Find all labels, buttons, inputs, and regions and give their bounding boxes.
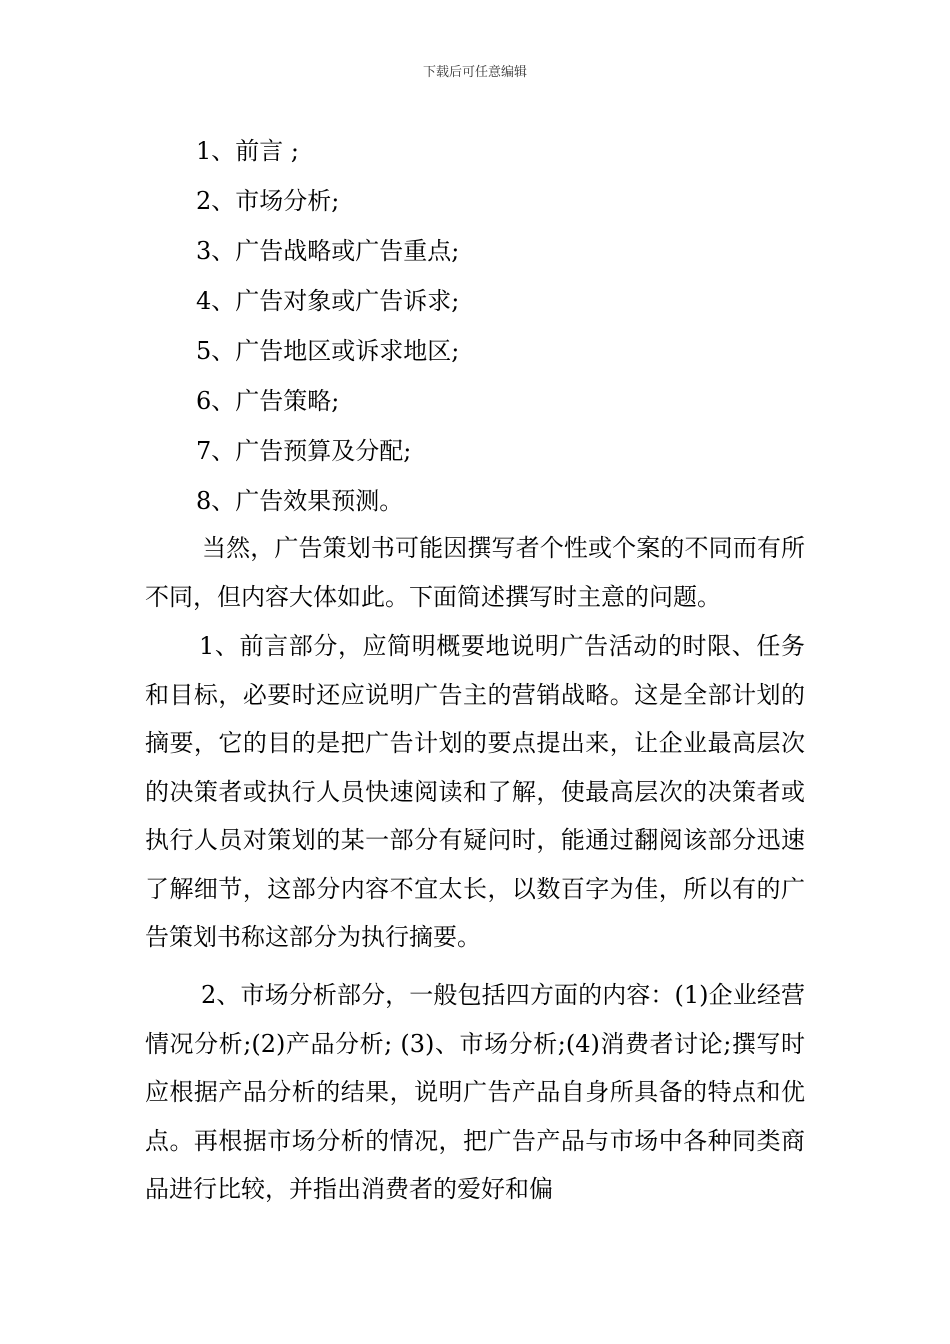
intro-paragraph: 当然，广告策划书可能因撰写者个性或个案的不同而有所不同，但内容大体如此。下面简述撰写时主意的问题。	[145, 534, 805, 611]
outline-list	[196, 126, 459, 526]
outline-item: 2、市场分析;	[196, 187, 340, 215]
outline-item: 3、广告战略或广告重点;	[196, 237, 460, 265]
market-analysis-paragraph: 2、市场分析部分，一般包括四方面的内容：(1)企业经营情况分析;(2)产品分析; (3)、市场分析;(4)消费者讨论;撰写时应根据产品分析的结果，说明广告产品自身所具备的特点和优点。再根据市场分析的情况，把广告产品与市场中各种同类商品进行比较，并指出消费者的爱好和偏	[145, 981, 805, 1203]
outline-item: 1、前言 ;	[196, 137, 299, 165]
outline-item: 4、广告对象或广告诉求;	[196, 287, 460, 315]
page-header: 下载后可任意编辑	[422, 65, 527, 80]
outline-item: 8、广告效果预测。	[196, 487, 404, 515]
outline-item: 5、广告地区或诉求地区;	[196, 337, 460, 365]
outline-item: 6、广告策略;	[196, 387, 340, 415]
preface-section-paragraph: 1、前言部分，应简明概要地说明广告活动的时限、任务和目标，必要时还应说明广告主的营销战略。这是全部计划的摘要，它的目的是把广告计划的要点提出来，让企业最高层次的决策者或执行人员快速阅读和了解，使最高层次的决策者或执行人员对策划的某一部分有疑问时，能通过翻阅该部分迅速了解细节，这部分内容不宜太长，以数百字为佳，所以有的广告策划书称这部分为执行摘要。	[145, 632, 805, 951]
outline-item: 7、广告预算及分配;	[196, 437, 412, 465]
